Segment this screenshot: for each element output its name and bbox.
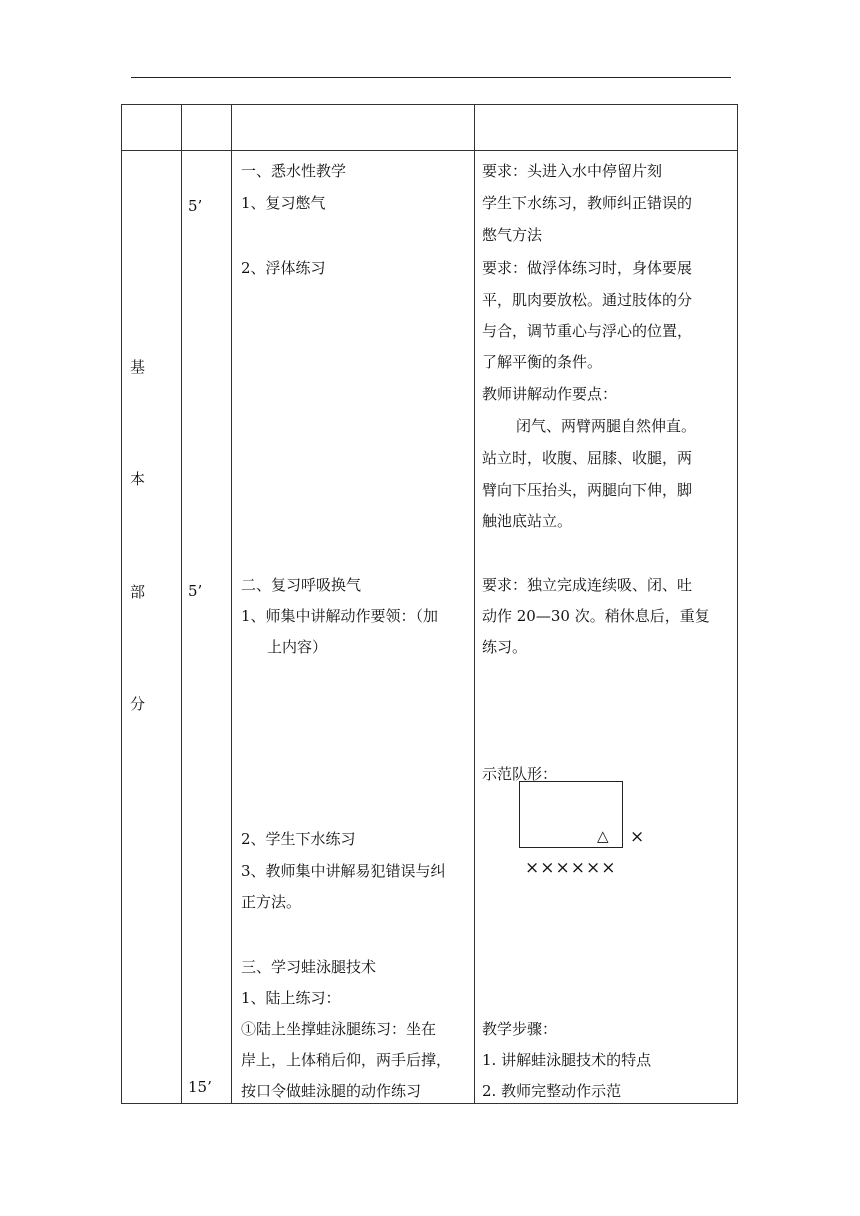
note-line: 触池底站立。	[482, 512, 573, 530]
content-line: 一、悉水性教学	[241, 162, 347, 180]
note-line: 练习。	[482, 638, 528, 656]
section-label-char: 基	[130, 358, 146, 376]
content-line: 正方法。	[241, 893, 302, 911]
content-line: 二、复习呼吸换气	[241, 576, 362, 594]
table-row-divider	[121, 150, 738, 151]
table-border-bottom	[121, 1103, 738, 1104]
note-line: 平，肌肉要放松。通过肢体的分	[482, 291, 693, 309]
content-line: 1、师集中讲解动作要领：（加	[241, 607, 439, 625]
time-cell: 5’	[188, 197, 203, 215]
note-line: 与合，调节重心与浮心的位置，	[482, 322, 693, 340]
note-line: 了解平衡的条件。	[482, 353, 603, 371]
header-rule	[131, 77, 731, 78]
note-line: 要求：做浮体练习时，身体要展	[482, 259, 693, 277]
section-label-char: 部	[130, 583, 146, 601]
student-row: ××××××	[525, 858, 617, 878]
content-line: 2、学生下水练习	[241, 830, 356, 848]
table-col-divider	[474, 104, 475, 1103]
table-border-right	[737, 104, 738, 1103]
note-line: 要求：独立完成连续吸、闭、吐	[482, 576, 693, 594]
table-border-top	[121, 104, 738, 105]
content-line: 1、陆上练习：	[241, 989, 341, 1007]
note-line: 憋气方法	[482, 226, 543, 244]
note-line: 学生下水练习，教师纠正错误的	[482, 194, 693, 212]
content-line: 3、教师集中讲解易犯错误与纠	[241, 862, 446, 880]
note-line: 1. 讲解蛙泳腿技术的特点	[482, 1051, 652, 1069]
content-line: 岸上，上体稍后仰，两手后撑，	[241, 1051, 452, 1069]
note-line: 教师讲解动作要点：	[482, 385, 618, 403]
section-label-char: 本	[130, 470, 146, 488]
note-line: 臂向下压抬头，两腿向下伸，脚	[482, 481, 693, 499]
note-line: 闭气、两臂两腿自然伸直。	[516, 417, 697, 435]
note-line: 教学步骤：	[482, 1020, 558, 1038]
note-line: 站立时，收腹、屈膝、收腿，两	[482, 449, 693, 467]
student-cross-icon: ×	[630, 827, 646, 847]
table-border-left	[121, 104, 122, 1103]
section-label-char: 分	[130, 695, 146, 713]
content-line: 按口令做蛙泳腿的动作练习	[241, 1082, 422, 1100]
note-line: 2. 教师完整动作示范	[482, 1082, 622, 1100]
table-col-divider	[181, 104, 182, 1103]
teacher-triangle-icon: △	[597, 827, 609, 845]
content-line: 1、复习憋气	[241, 194, 326, 212]
note-line: 动作 20—30 次。稍休息后，重复	[482, 607, 710, 625]
content-line: 上内容）	[267, 638, 328, 656]
content-line: 三、学习蛙泳腿技术	[241, 958, 377, 976]
time-cell: 5’	[188, 582, 203, 600]
content-line: ①陆上坐撑蛙泳腿练习：坐在	[241, 1020, 437, 1038]
time-cell: 15’	[188, 1078, 212, 1096]
table-col-divider	[231, 104, 232, 1103]
note-line: 示范队形：	[482, 765, 558, 783]
content-line: 2、浮体练习	[241, 259, 326, 277]
note-line: 要求：头进入水中停留片刻	[482, 162, 663, 180]
